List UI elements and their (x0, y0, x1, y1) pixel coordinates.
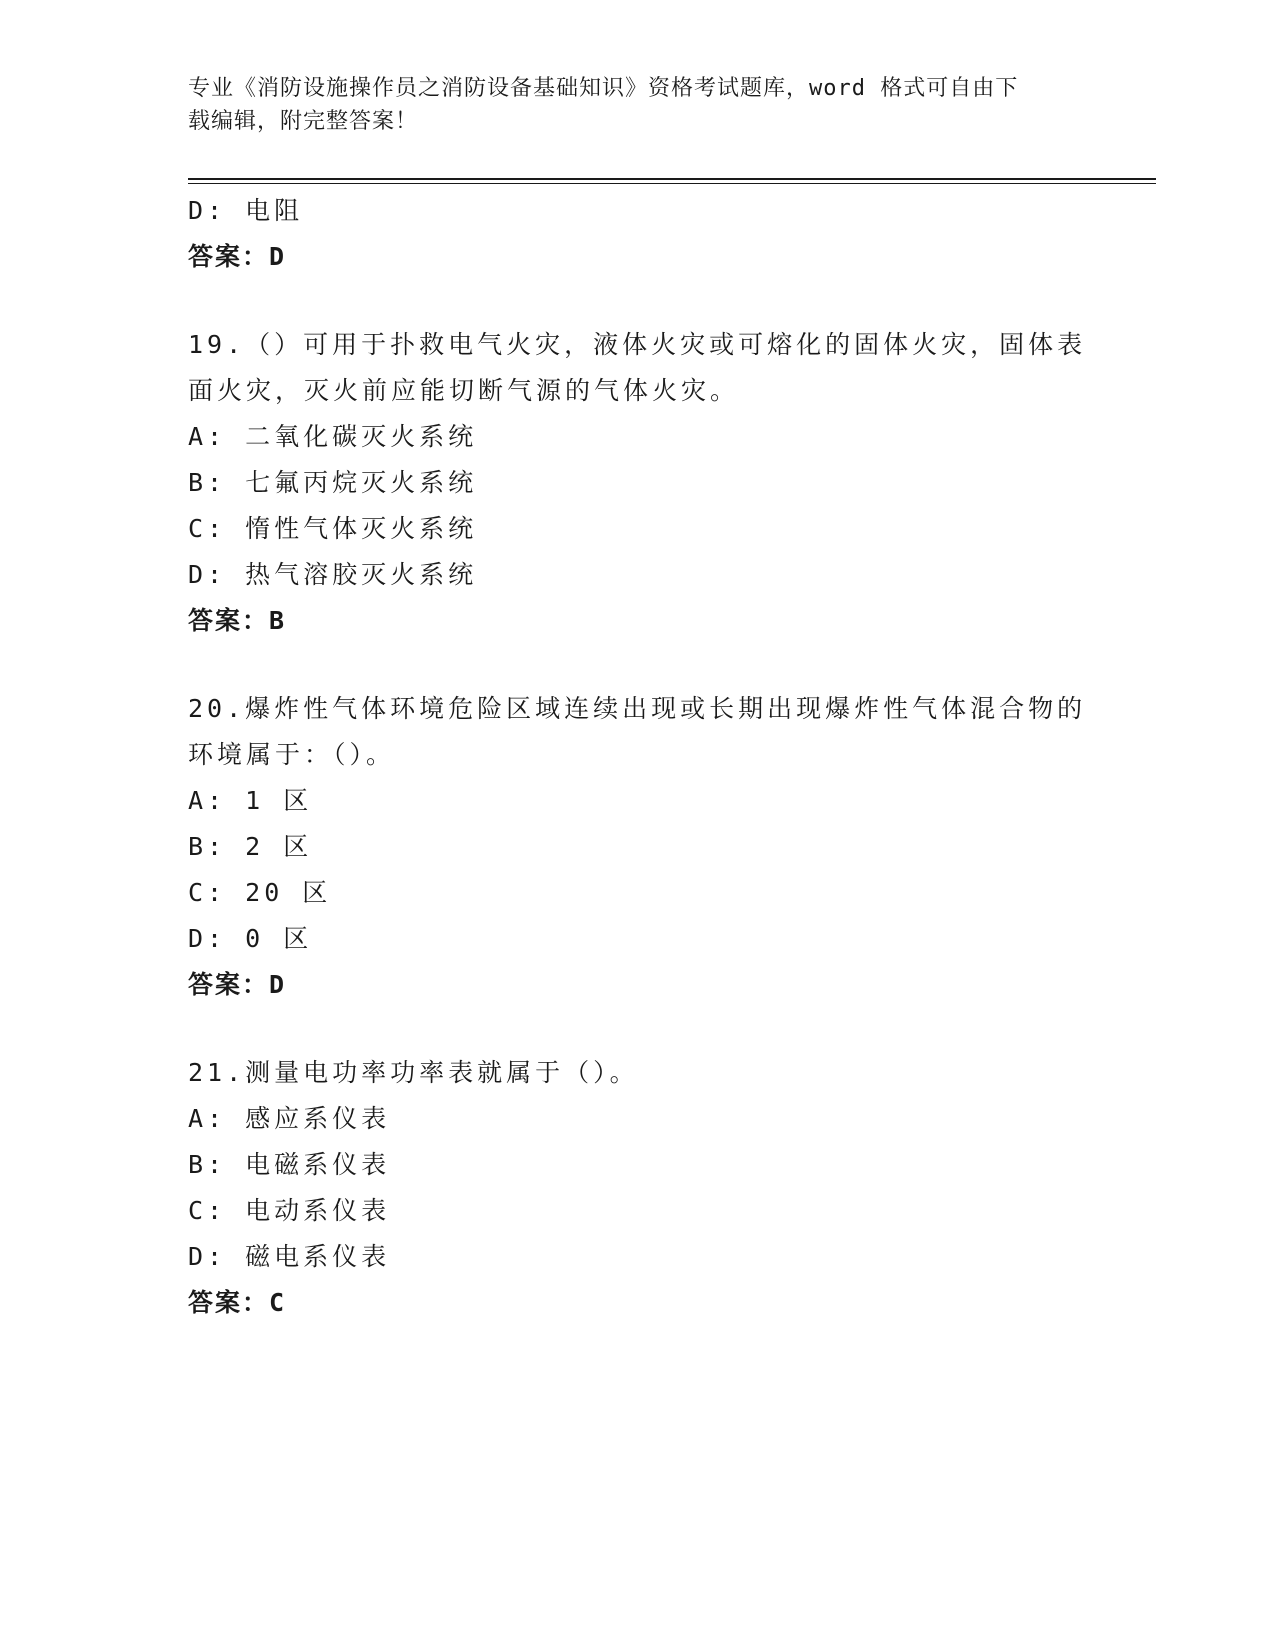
document-header (188, 72, 1088, 138)
question-21-option-c: C: 电动系仪表 (188, 1196, 391, 1225)
header-divider-thin (188, 183, 1156, 184)
question-20-option-d: D: 0 区 (188, 924, 313, 953)
question-19-option-b: B: 七氟丙烷灭火系统 (188, 468, 478, 497)
question-20-option-c: C: 20 区 (188, 878, 332, 907)
question-20-answer: 答案：D (188, 970, 287, 999)
question-19 (188, 322, 1088, 644)
question-21-option-a: A: 感应系仪表 (188, 1104, 391, 1133)
question-20 (188, 686, 1088, 1008)
question-19-text-line-1: 19.（）可用于扑救电气火灾，液体火灾或可熔化的固体火灾，固体表 (188, 330, 1087, 359)
question-19-option-c: C: 惰性气体灭火系统 (188, 514, 478, 543)
question-19-answer: 答案：B (188, 606, 287, 635)
question-21-option-b: B: 电磁系仪表 (188, 1150, 391, 1179)
header-divider-thick (188, 178, 1156, 180)
question-21 (188, 1050, 1088, 1326)
question-20-text-line-2: 环境属于：（）。 (188, 740, 396, 769)
header-line-2: 载编辑，附完整答案！ (188, 109, 419, 134)
question-19-option-d: D: 热气溶胶灭火系统 (188, 560, 478, 589)
question-20-text-line-1: 20.爆炸性气体环境危险区域连续出现或长期出现爆炸性气体混合物的 (188, 694, 1087, 723)
question-content (188, 188, 1088, 1326)
question-19-option-a: A: 二氧化碳灭火系统 (188, 422, 478, 451)
question-21-answer: 答案：C (188, 1288, 287, 1317)
prev-option-d: D: 电阻 (188, 196, 304, 225)
question-21-text-line-1: 21.测量电功率功率表就属于（）。 (188, 1058, 639, 1087)
header-line-1: 专业《消防设施操作员之消防设备基础知识》资格考试题库，word 格式可自由下 (188, 76, 1019, 101)
question-19-text-line-2: 面火灾，灭火前应能切断气源的气体火灾。 (188, 376, 740, 405)
question-20-option-a: A: 1 区 (188, 786, 313, 815)
prev-answer: 答案：D (188, 242, 287, 271)
question-20-option-b: B: 2 区 (188, 832, 313, 861)
question-21-option-d: D: 磁电系仪表 (188, 1242, 391, 1271)
